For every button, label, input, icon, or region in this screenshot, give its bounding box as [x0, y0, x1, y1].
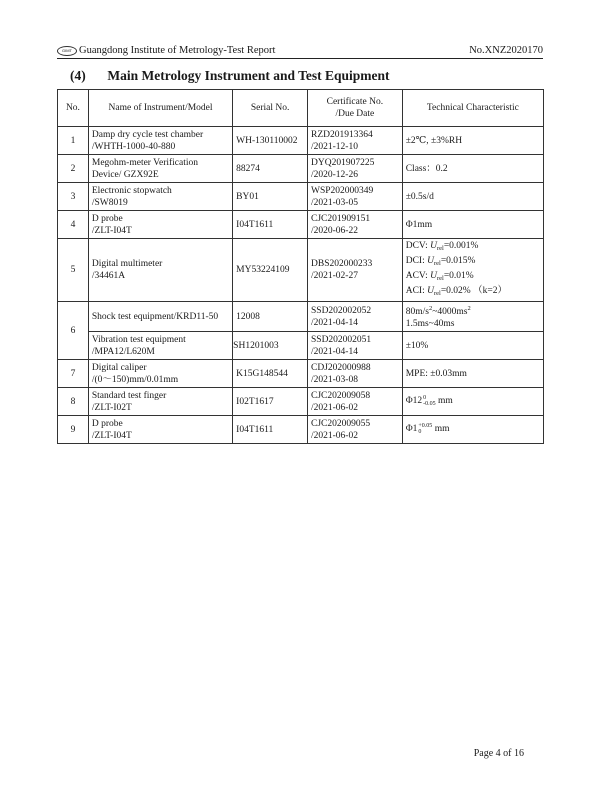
cell-name: [88, 211, 232, 239]
tech-value: =0.015%: [440, 256, 476, 266]
tech-value: 80m/s: [405, 307, 429, 317]
table-row: [58, 127, 544, 155]
col-header-no: No.: [58, 90, 89, 127]
cell-serial: 88274: [233, 155, 308, 183]
cell-name-line2: /WHTH-1000-40-880: [91, 141, 176, 152]
section-heading: [70, 68, 390, 84]
equipment-table: [57, 89, 544, 444]
table-row: [58, 155, 544, 183]
table-row: [58, 239, 544, 302]
tech-unit: mm: [438, 396, 453, 407]
page-number: Page 4 of 16: [473, 748, 524, 759]
cell-no: 1: [58, 127, 89, 155]
section-title: Main Metrology Instrument and Test Equipment: [107, 68, 390, 83]
cell-technical: Class：0.2: [402, 155, 543, 183]
cell-technical: ±10%: [402, 332, 543, 360]
cell-cert-no: DBS202000233: [311, 259, 373, 269]
cell-certificate: [308, 127, 403, 155]
tech-line-acceleration: [406, 303, 540, 318]
table-row: [58, 302, 544, 332]
cell-name-line1: D probe: [91, 213, 123, 224]
report-title: Guangdong Institute of Metrology-Test Report: [79, 45, 276, 56]
col-header-cert-line2: /Due Date: [335, 109, 375, 119]
cell-name-line2: /34461A: [91, 271, 126, 281]
tech-line-dci: [406, 255, 540, 270]
cell-certificate: [308, 155, 403, 183]
tech-prefix: ACI:: [405, 286, 428, 296]
col-header-cert-line1: Certificate No.: [326, 97, 384, 107]
cell-name: [88, 239, 232, 302]
cell-name-line2: /MPA12/L620M: [91, 346, 155, 357]
tech-line-dcv: [406, 240, 540, 255]
col-header-certificate: [308, 90, 403, 127]
cell-certificate: [308, 332, 403, 360]
cell-name-line1: Standard test finger: [91, 390, 167, 401]
cell-name-line2: /ZLT-I04T: [91, 430, 132, 441]
cell-name: [88, 127, 232, 155]
cell-cert-no: RZD201913364: [311, 129, 373, 140]
cell-certificate: [308, 360, 403, 388]
cell-name: [88, 332, 232, 360]
cell-name: [88, 155, 232, 183]
tech-tolerance: [418, 423, 432, 435]
cell-certificate: [308, 211, 403, 239]
cell-cert-no: SSD202002051: [311, 334, 372, 345]
tech-line-duration: 1.5ms~40ms: [405, 319, 455, 329]
cell-technical: [402, 302, 543, 332]
cell-name-line1: Damp dry cycle test chamber: [91, 129, 204, 140]
tol-upper: +0.05: [418, 423, 433, 430]
cell-serial: SH1201003: [233, 332, 308, 360]
cell-technical: [402, 388, 543, 416]
cell-due-date: /2021-04-14: [311, 346, 358, 357]
tol-upper: 0: [423, 395, 427, 402]
report-number: No.XNZ2020170: [469, 45, 543, 56]
tech-line-aci: [406, 285, 540, 300]
tech-symbol: U: [430, 271, 437, 281]
tech-base: Φ1: [405, 424, 418, 435]
cell-cert-no: CDJ202000988: [311, 362, 371, 373]
tech-symbol: U: [427, 256, 434, 266]
cell-no: 8: [58, 388, 89, 416]
cell-name-line1: Electronic stopwatch: [91, 185, 172, 196]
cell-due-date: /2020-12-26: [311, 169, 358, 180]
section-number: (4): [70, 68, 86, 83]
tech-base: Φ12: [405, 396, 423, 407]
cell-no: 7: [58, 360, 89, 388]
cell-name: [88, 183, 232, 211]
cell-name-line2: Device/ GZX92E: [91, 169, 159, 180]
cell-due-date: /2021-06-02: [311, 402, 358, 413]
cell-name: [88, 388, 232, 416]
cell-name-line1: Digital caliper: [91, 362, 147, 373]
tech-subscript: rel: [436, 245, 444, 252]
cell-technical: Φ1mm: [402, 211, 543, 239]
table-row: [58, 211, 544, 239]
institute-logo-icon: GIMT: [57, 46, 77, 56]
cell-name-line2: /(0～150)mm/0.01mm: [91, 374, 179, 385]
tech-subscript: rel: [433, 290, 441, 297]
cell-technical: ±2℃, ±3%RH: [402, 127, 543, 155]
tech-unit: mm: [434, 424, 450, 435]
col-header-technical: Technical Characteristic: [402, 90, 543, 127]
col-header-name: Name of Instrument/Model: [88, 90, 232, 127]
cell-due-date: /2021-04-14: [311, 317, 358, 328]
table-row: [58, 360, 544, 388]
tech-prefix: DCI:: [405, 256, 428, 266]
tech-superscript: 2: [467, 305, 471, 312]
cell-name-line2: /SW8019: [91, 197, 128, 208]
tech-subscript: rel: [436, 275, 444, 282]
cell-certificate: [308, 388, 403, 416]
cell-name-line1: Digital multimeter: [91, 259, 163, 269]
cell-name-line1: Vibration test equipment: [91, 334, 186, 345]
cell-serial: BY01: [233, 183, 308, 211]
tech-subscript: rel: [433, 260, 441, 267]
cell-serial: I02T1617: [233, 388, 308, 416]
cell-technical: ±0.5s/d: [402, 183, 543, 211]
cell-name: Shock test equipment/KRD11-50: [88, 302, 232, 332]
cell-due-date: /2021-02-27: [311, 271, 358, 281]
tech-tolerance: [423, 395, 436, 407]
cell-due-date: /2021-06-02: [311, 430, 358, 441]
cell-name-line2: /ZLT-I04T: [91, 225, 132, 236]
tech-value: ~4000ms: [432, 307, 468, 317]
cell-certificate: [308, 239, 403, 302]
cell-name-line1: Megohm-meter Verification: [91, 157, 199, 168]
header-left: [57, 45, 275, 56]
cell-name-line2: /ZLT-I02T: [91, 402, 132, 413]
cell-cert-no: CJC201909151: [311, 213, 371, 224]
tech-value: =0.01%: [443, 271, 474, 281]
table-row: [58, 332, 544, 360]
cell-name: [88, 360, 232, 388]
cell-technical: [402, 416, 543, 444]
cell-serial: I04T1611: [233, 416, 308, 444]
cell-technical: [402, 239, 543, 302]
table-row: [58, 183, 544, 211]
page-header: [57, 40, 543, 59]
table-header-row: [58, 90, 544, 127]
cell-no: 2: [58, 155, 89, 183]
cell-no: 9: [58, 416, 89, 444]
cell-cert-no: CJC202009055: [311, 418, 371, 429]
cell-due-date: /2020-06-22: [311, 225, 358, 236]
cell-cert-no: CJC202009058: [311, 390, 371, 401]
cell-cert-no: DYQ201907225: [311, 157, 375, 168]
cell-technical: MPE: ±0.03mm: [402, 360, 543, 388]
cell-certificate: [308, 183, 403, 211]
cell-due-date: /2021-03-08: [311, 374, 358, 385]
cell-serial: WH-130110002: [233, 127, 308, 155]
cell-serial: K15G148544: [233, 360, 308, 388]
cell-cert-no: WSP202000349: [311, 185, 374, 196]
cell-serial: I04T1611: [233, 211, 308, 239]
tech-value: =0.001%: [443, 241, 479, 251]
tech-symbol: U: [427, 286, 434, 296]
cell-name: [88, 416, 232, 444]
cell-cert-no: SSD202002052: [311, 305, 372, 316]
tech-superscript: 2: [428, 305, 433, 312]
cell-no: 6: [58, 302, 89, 360]
tech-prefix: DCV:: [405, 241, 431, 251]
cell-serial: MY53224109: [233, 239, 308, 302]
cell-due-date: /2021-03-05: [311, 197, 358, 208]
table-row: [58, 416, 544, 444]
cell-no: 3: [58, 183, 89, 211]
cell-name-line1: D probe: [91, 418, 123, 429]
cell-no: 5: [58, 239, 89, 302]
cell-due-date: /2021-12-10: [311, 141, 358, 152]
cell-certificate: [308, 416, 403, 444]
cell-no: 4: [58, 211, 89, 239]
table-row: [58, 388, 544, 416]
col-header-serial: Serial No.: [233, 90, 308, 127]
cell-serial: 12008: [233, 302, 308, 332]
tech-line-acv: [406, 270, 540, 285]
tech-symbol: U: [430, 241, 437, 251]
tech-prefix: ACV:: [405, 271, 431, 281]
cell-certificate: [308, 302, 403, 332]
tol-lower: 0: [418, 429, 422, 436]
tech-value: =0.02% （k=2）: [440, 286, 507, 296]
tol-lower: -0.05: [423, 401, 436, 408]
